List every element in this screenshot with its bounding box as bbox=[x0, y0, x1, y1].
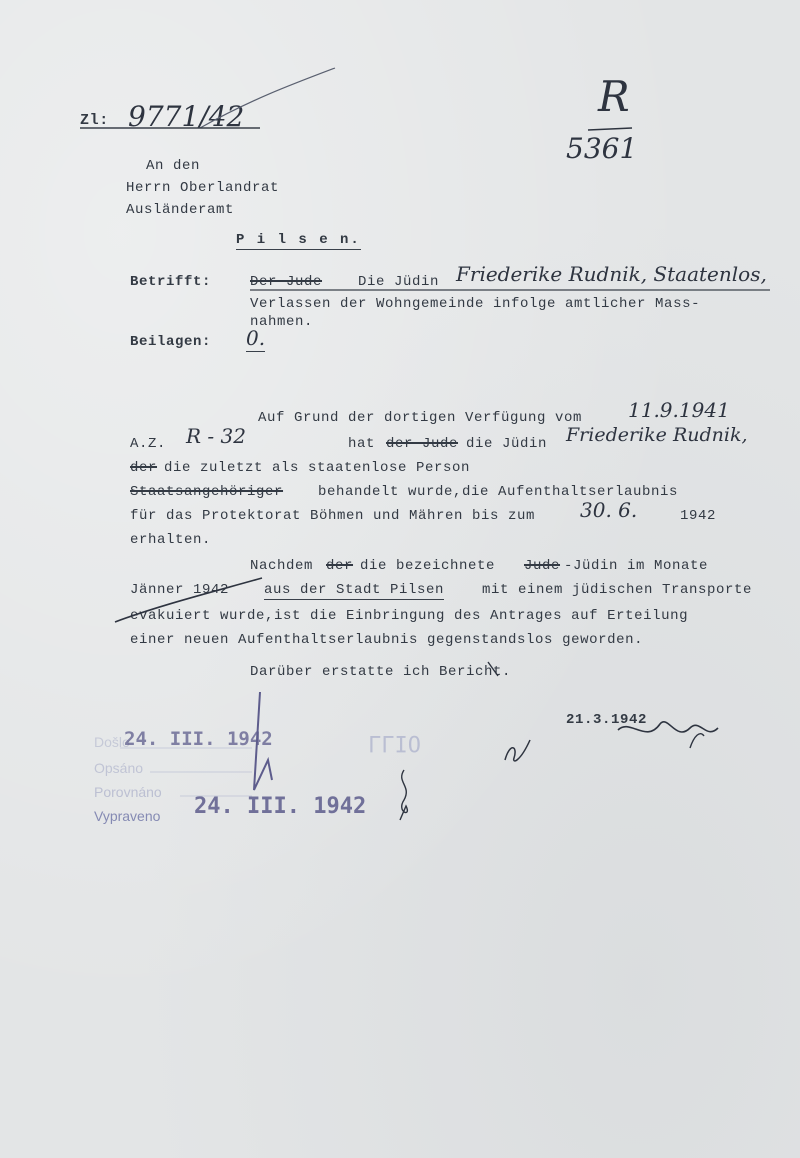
address-line-1: An den bbox=[146, 158, 201, 174]
stamp-row4-date: 24. III. 1942 bbox=[194, 794, 367, 819]
body-p2-line1-struck1: der bbox=[326, 558, 354, 574]
enclosures-value: 0. bbox=[246, 326, 266, 350]
address-line-3: Ausländeramt bbox=[126, 202, 235, 218]
stamp-row2-label: Opsáno bbox=[94, 760, 144, 776]
body-p1-line3-text: die zuletzt als staatenlose Person bbox=[164, 460, 471, 476]
subject-text: Die Jüdin bbox=[358, 274, 440, 290]
stamp-faint-mark: ΓΓΙΟ bbox=[368, 733, 421, 758]
closing-line: Darüber erstatte ich Bericht. bbox=[250, 664, 512, 680]
stamp-row1-date: 24. III. 1942 bbox=[124, 728, 273, 750]
body-p1-line1: Auf Grund der dortigen Verfügung vom bbox=[258, 410, 583, 426]
body-p1-az: R - 32 bbox=[186, 424, 246, 448]
subject-line-2a: Verlassen der Wohngemeinde infolge amtlicher Mass- bbox=[250, 296, 701, 312]
stamp-row1-label: Došlo bbox=[94, 734, 130, 750]
subject-label: Betrifft: bbox=[130, 274, 212, 290]
subject-handwritten-name: Friederike Rudnik, Staatenlos, bbox=[456, 262, 767, 286]
stamp-row4-label: Vypraveno bbox=[94, 808, 161, 824]
top-right-letter: R bbox=[598, 72, 630, 121]
body-p1-az-prefix: A.Z. bbox=[130, 436, 167, 452]
document-date: 21.3.1942 bbox=[566, 712, 648, 728]
stamp-row3-label: Porovnáno bbox=[94, 784, 162, 800]
subject-line-2b: nahmen. bbox=[250, 314, 314, 330]
body-p2-line1b: die bezeichnete bbox=[360, 558, 496, 574]
body-p2-line1a: Nachdem bbox=[250, 558, 314, 574]
body-p1-line2-mid: hat bbox=[348, 436, 376, 452]
body-p1-line2-text: die Jüdin bbox=[466, 436, 548, 452]
body-p2-line1c: -Jüdin im Monate bbox=[564, 558, 709, 574]
body-p2-line1-struck2: Jude bbox=[524, 558, 561, 574]
body-p1-line3-struck: der bbox=[130, 460, 158, 476]
body-p1-line6: erhalten. bbox=[130, 532, 212, 548]
body-p2-line4: einer neuen Aufenthaltserlaubnis gegenstandslos geworden. bbox=[130, 632, 644, 648]
body-p1-line4-struck: Staatsangehöriger bbox=[130, 484, 284, 500]
body-p2-line2c: mit einem jüdischen Transporte bbox=[482, 582, 753, 598]
body-p1-line4-text: behandelt wurde,die Aufenthaltserlaubnis bbox=[318, 484, 679, 500]
reference-number: 9771/42 bbox=[128, 100, 245, 133]
body-p1-year: 1942 bbox=[680, 508, 717, 524]
body-p2-line2b: aus der Stadt Pilsen bbox=[264, 582, 445, 598]
top-right-number: 5361 bbox=[566, 132, 638, 165]
show-through-text bbox=[130, 850, 138, 865]
body-p2-line2a: Jänner 1942 bbox=[130, 582, 230, 598]
subject-struck-word: Der Jude bbox=[250, 274, 323, 290]
body-p1-line2-struck: der Jude bbox=[386, 436, 459, 452]
body-p1-line5: für das Protektorat Böhmen und Mähren bis zum bbox=[130, 508, 536, 524]
body-p2-line3: evakuiert wurde,ist die Einbringung des Antrages auf Erteilung bbox=[130, 608, 689, 624]
reference-label: Zl: bbox=[80, 112, 109, 129]
enclosures-label: Beilagen: bbox=[130, 334, 212, 350]
body-p1-until-date: 30. 6. bbox=[580, 498, 638, 522]
address-city: P i l s e n. bbox=[236, 232, 361, 248]
body-p1-handwritten-name: Friederike Rudnik, bbox=[566, 424, 748, 446]
body-p1-date: 11.9.1941 bbox=[628, 398, 730, 422]
address-line-2: Herrn Oberlandrat bbox=[126, 180, 280, 196]
